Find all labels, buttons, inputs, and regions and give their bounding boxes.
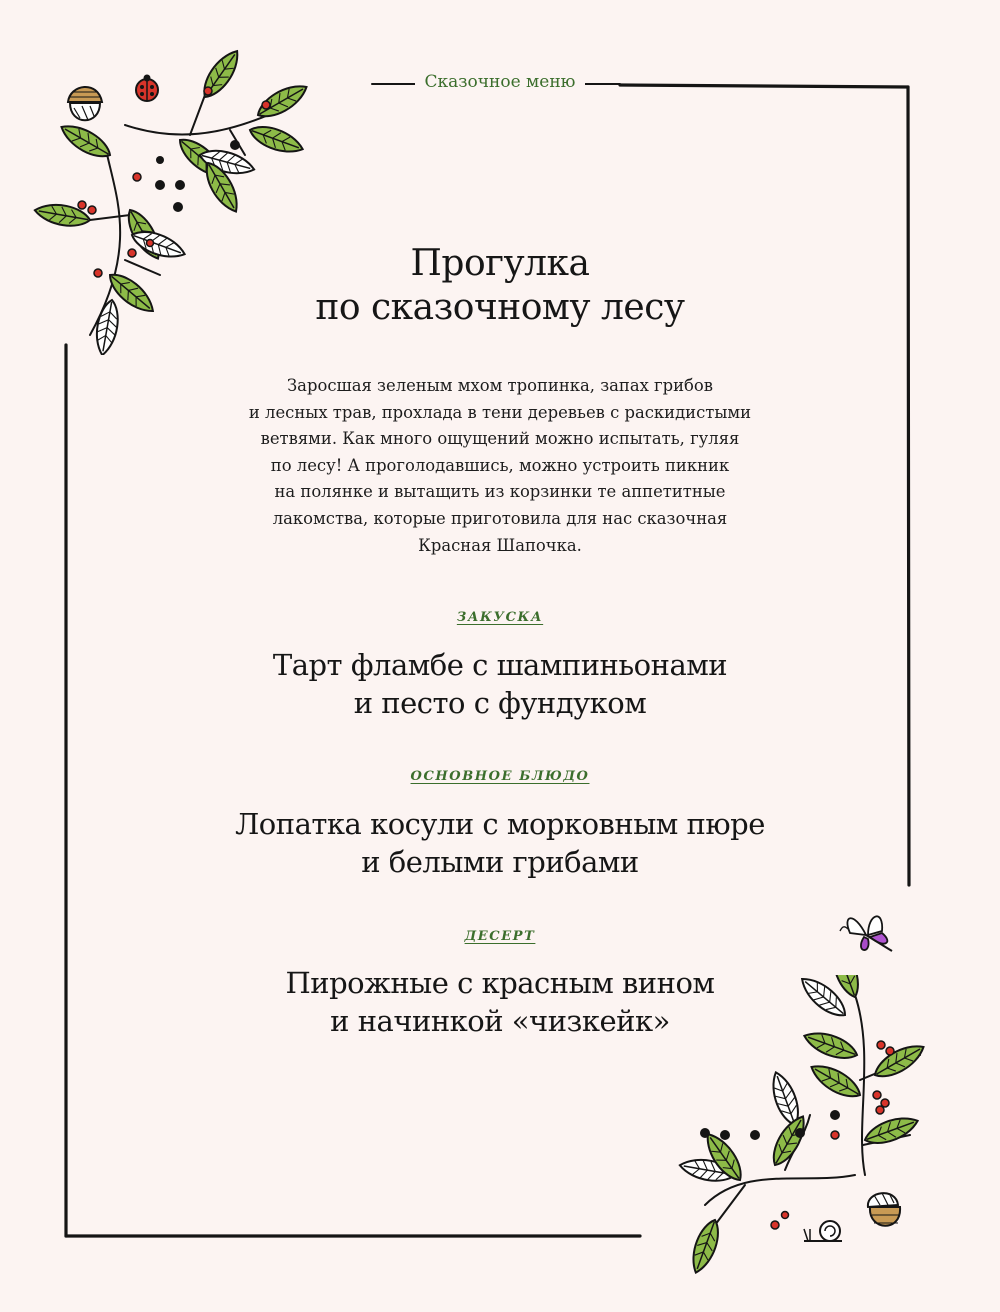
course-dish-appetizer xyxy=(0,646,1000,722)
dish-line: Пирожные с красным вином xyxy=(285,966,715,1000)
dish-line: и песто с фундуком xyxy=(353,686,647,720)
butterfly-icon xyxy=(838,905,898,957)
acorn-icon xyxy=(860,1185,915,1240)
course-label-dessert: ДЕСЕРТ xyxy=(464,929,536,944)
header-text: Сказочное меню xyxy=(415,72,586,92)
dish-line: и начинкой «чизкейк» xyxy=(330,1004,670,1038)
title-line: по сказочному лесу xyxy=(315,287,685,328)
intro-line: ветвями. Как много ощущений можно испытать, гуляя xyxy=(260,429,740,449)
intro-line: по лесу! А проголодавшись, можно устроить пикник xyxy=(270,455,730,475)
intro-line: Заросшая зеленым мхом тропинка, запах грибов xyxy=(286,376,714,395)
dish-line: Лопатка косули с морковным пюре xyxy=(235,807,765,841)
course-dish-main xyxy=(0,805,1000,881)
intro-line: и лесных трав, прохлада в тени деревьев с раскидистыми xyxy=(248,402,752,422)
title-line: Прогулка xyxy=(410,243,590,284)
course-label-main: ОСНОВНОЕ БЛЮДО xyxy=(410,769,590,784)
intro-line: лакомства, которые приготовила для нас сказочная xyxy=(272,508,728,528)
ladybug-icon xyxy=(130,72,164,106)
course-label-appetizer: ЗАКУСКА xyxy=(456,610,544,625)
intro-line: Красная Шапочка. xyxy=(418,535,582,555)
intro-line: на полянке и вытащить из корзинки те аппетитные xyxy=(274,482,726,502)
snail-icon xyxy=(800,1215,850,1245)
intro-paragraph xyxy=(200,373,800,559)
acorn-icon xyxy=(60,78,110,133)
dish-line: Тарт фламбе с шампиньонами xyxy=(272,648,728,682)
dish-line: и белыми грибами xyxy=(361,845,639,879)
